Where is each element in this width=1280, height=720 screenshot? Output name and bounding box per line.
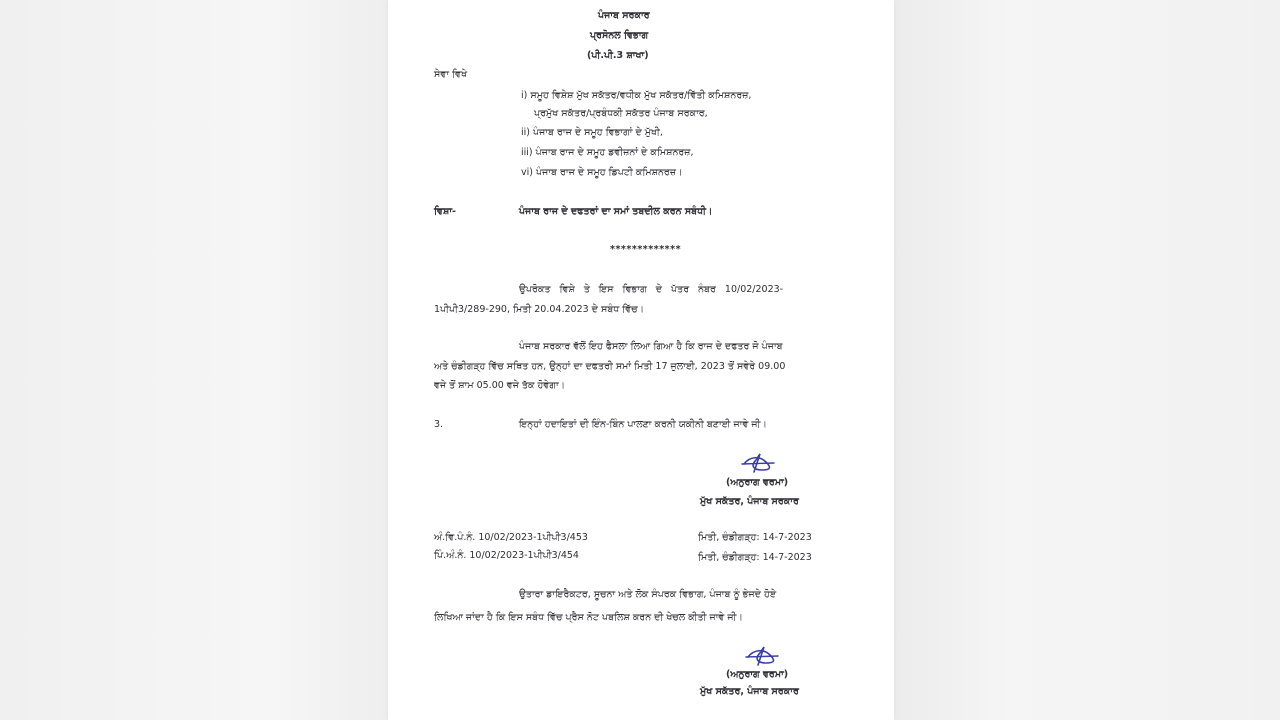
recipient-line: ਪ੍ਰਮੁੱਖ ਸਕੱਤਰ/ਪ੍ਰਬੰਧਕੀ ਸਕੱਤਰ ਪੰਜਾਬ ਸਰਕਾਰ, [534, 108, 708, 119]
background-left [0, 0, 388, 720]
copy-to-line: ਉਤਾਰਾ ਡਾਇਰੈਕਟਰ, ਸੂਚਨਾ ਅਤੇ ਲੋਕ ਸੰਪਰਕ ਵਿਭਾਗ, ਪੰਜਾਬ ਨੂੰ ਭੇਜਦੇ ਹੋਏ [519, 589, 777, 600]
signatory-designation-1: ਮੁੱਖ ਸਕੱਤਰ, ਪੰਜਾਬ ਸਰਕਾਰ [700, 496, 799, 507]
recipient-line: vi) ਪੰਜਾਬ ਰਾਜ ਦੇ ਸਮੂਹ ਡਿਪਟੀ ਕਮਿਸ਼ਨਰਜ਼। [521, 167, 683, 178]
signature-mark-2 [744, 645, 780, 667]
endorsement-date: ਮਿਤੀ, ਚੰਡੀਗੜ੍ਹ: 14-7-2023 [698, 532, 812, 543]
separator: ************* [610, 244, 682, 255]
header-line-3: (ਪੀ.ਪੀ.3 ਸ਼ਾਖਾ) [587, 50, 649, 61]
header-line-2: ਪ੍ਰਸੋਨਲ ਵਿਭਾਗ [590, 30, 649, 41]
copy-to-line: ਲਿਖਿਆ ਜਾਂਦਾ ਹੈ ਕਿ ਇਸ ਸਬੰਧ ਵਿੱਚ ਪ੍ਰੈਸ ਨੋਟ ਪਬਲਿਸ਼ ਕਰਨ ਦੀ ਖੇਚਲ ਕੀਤੀ ਜਾਵੇ ਜੀ। [434, 612, 743, 623]
signature-mark-1 [740, 452, 776, 474]
endorsement-date: ਮਿਤੀ, ਚੰਡੀਗੜ੍ਹ: 14-7-2023 [698, 552, 812, 563]
paragraph-1-line: 1ਪੀਪੀ3/289-290, ਮਿਤੀ 20.04.2023 ਦੇ ਸਬੰਧ ਵਿੱਚ। [434, 304, 645, 315]
signatory-designation-2: ਮੁੱਖ ਸਕੱਤਰ, ਪੰਜਾਬ ਸਰਕਾਰ [700, 686, 799, 697]
paragraph-1-line: ਉਪਰੋਕਤ ਵਿਸ਼ੇ ਤੇ ਇਸ ਵਿਭਾਗ ਦੇ ਪੱਤਰ ਨੰਬਰ 10/02/2023- [519, 284, 784, 295]
paragraph-2-line: ਅਤੇ ਚੰਡੀਗੜ੍ਹ ਵਿੱਚ ਸਥਿਤ ਹਨ, ਉਨ੍ਹਾਂ ਦਾ ਦਫਤਰੀ ਸਮਾਂ ਮਿਤੀ 17 ਜੁਲਾਈ, 2023 ਤੋਂ ਸਵੇਰੇ 09.00 [434, 361, 786, 372]
endorsement-reference: ਪਿੰ.ਅੰ.ਨੰ. 10/02/2023-1ਪੀਪੀ3/454 [434, 550, 579, 561]
addressed-to-label: ਸੇਵਾ ਵਿਖੇ [434, 69, 468, 80]
background-right [894, 0, 1280, 720]
subject-text: ਪੰਜਾਬ ਰਾਜ ਦੇ ਦਫਤਰਾਂ ਦਾ ਸਮਾਂ ਤਬਦੀਲ ਕਰਨ ਸਬੰਧੀ। [519, 206, 713, 217]
recipient-line: i) ਸਮੂਹ ਵਿਸ਼ੇਸ਼ ਮੁੱਖ ਸਕੱਤਰ/ਵਧੀਕ ਮੁੱਖ ਸਕੱਤਰ/ਵਿੱਤੀ ਕਮਿਸ਼ਨਰਜ਼, [521, 90, 752, 101]
paragraph-2-line: ਪੰਜਾਬ ਸਰਕਾਰ ਵੱਲੋਂ ਇਹ ਫੈਸਲਾ ਲਿਆ ਗਿਆ ਹੈ ਕਿ ਰਾਜ ਦੇ ਦਫਤਰ ਜੋ ਪੰਜਾਬ [519, 341, 783, 352]
header-line-1: ਪੰਜਾਬ ਸਰਕਾਰ [598, 10, 650, 21]
recipient-line: ii) ਪੰਜਾਬ ਰਾਜ ਦੇ ਸਮੂਹ ਵਿਭਾਗਾਂ ਦੇ ਮੁੱਖੀ, [521, 127, 663, 138]
recipient-line: iii) ਪੰਜਾਬ ਰਾਜ ਦੇ ਸਮੂਹ ਡਵੀਜ਼ਨਾਂ ਦੇ ਕਮਿਸ਼ਨਰਜ਼, [521, 147, 694, 158]
paragraph-2-line: ਵਜੇ ਤੋਂ ਸ਼ਾਮ 05.00 ਵਜੇ ਤੱਕ ਹੋਵੇਗਾ। [434, 380, 566, 391]
endorsement-reference: ਅੰ.ਵਿ.ਪੰ.ਨੰ. 10/02/2023-1ਪੀਪੀ3/453 [434, 532, 588, 543]
paragraph-3-number: 3. [434, 419, 444, 430]
subject-label: ਵਿਸ਼ਾ- [434, 206, 456, 217]
document-page [388, 0, 894, 720]
signatory-name-1: (ਅਨੁਰਾਗ ਵਰਮਾ) [726, 477, 789, 488]
paragraph-3-text: ਇਨ੍ਹਾਂ ਹਦਾਇਤਾਂ ਦੀ ਇੰਨ-ਬਿੰਨ ਪਾਲਣਾ ਕਰਨੀ ਯਕੀਨੀ ਬਣਾਈ ਜਾਵੇ ਜੀ। [519, 419, 767, 430]
signatory-name-2: (ਅਨੁਰਾਗ ਵਰਮਾ) [726, 669, 789, 680]
